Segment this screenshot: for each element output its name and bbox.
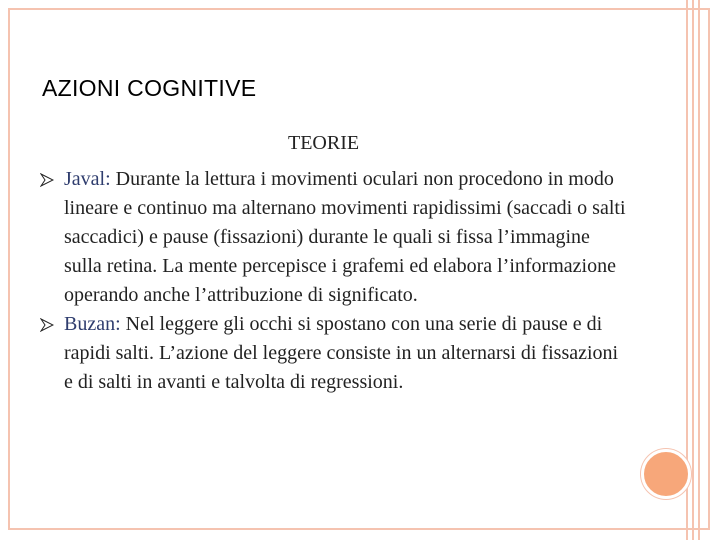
theory-text: Nel leggere gli occhi si spostano con una serie di pause e di rapidi salti. L’azione del leggere consiste in un alternarsi di fissazioni e di salti in avanti e talvolta di regressioni.: [64, 313, 619, 393]
list-item: [40, 310, 630, 397]
decorative-rail: [698, 0, 700, 540]
theorist-name: Javal:: [64, 168, 111, 190]
section-heading: TEORIE: [288, 132, 360, 154]
theorist-name: Buzan:: [64, 313, 121, 335]
slide-title: AZIONI COGNITIVE: [42, 75, 257, 101]
theory-list: [40, 165, 630, 397]
list-item: [40, 165, 630, 310]
arrowhead-bullet-icon: [40, 173, 54, 187]
decorative-rail: [692, 0, 694, 540]
decorative-circle: [641, 449, 691, 499]
arrowhead-bullet-icon: [40, 318, 54, 332]
theory-text: Durante la lettura i movimenti oculari non procedono in modo lineare e continuo ma alternano movimenti rapidissimi (saccadi o salti saccadici) e pause (fissazioni) durante le quali si fissa l’immagine sulla retina. La mente percepisce i grafemi ed elabora l’informazione operando anche l’attribuzione di significato.: [64, 168, 626, 306]
